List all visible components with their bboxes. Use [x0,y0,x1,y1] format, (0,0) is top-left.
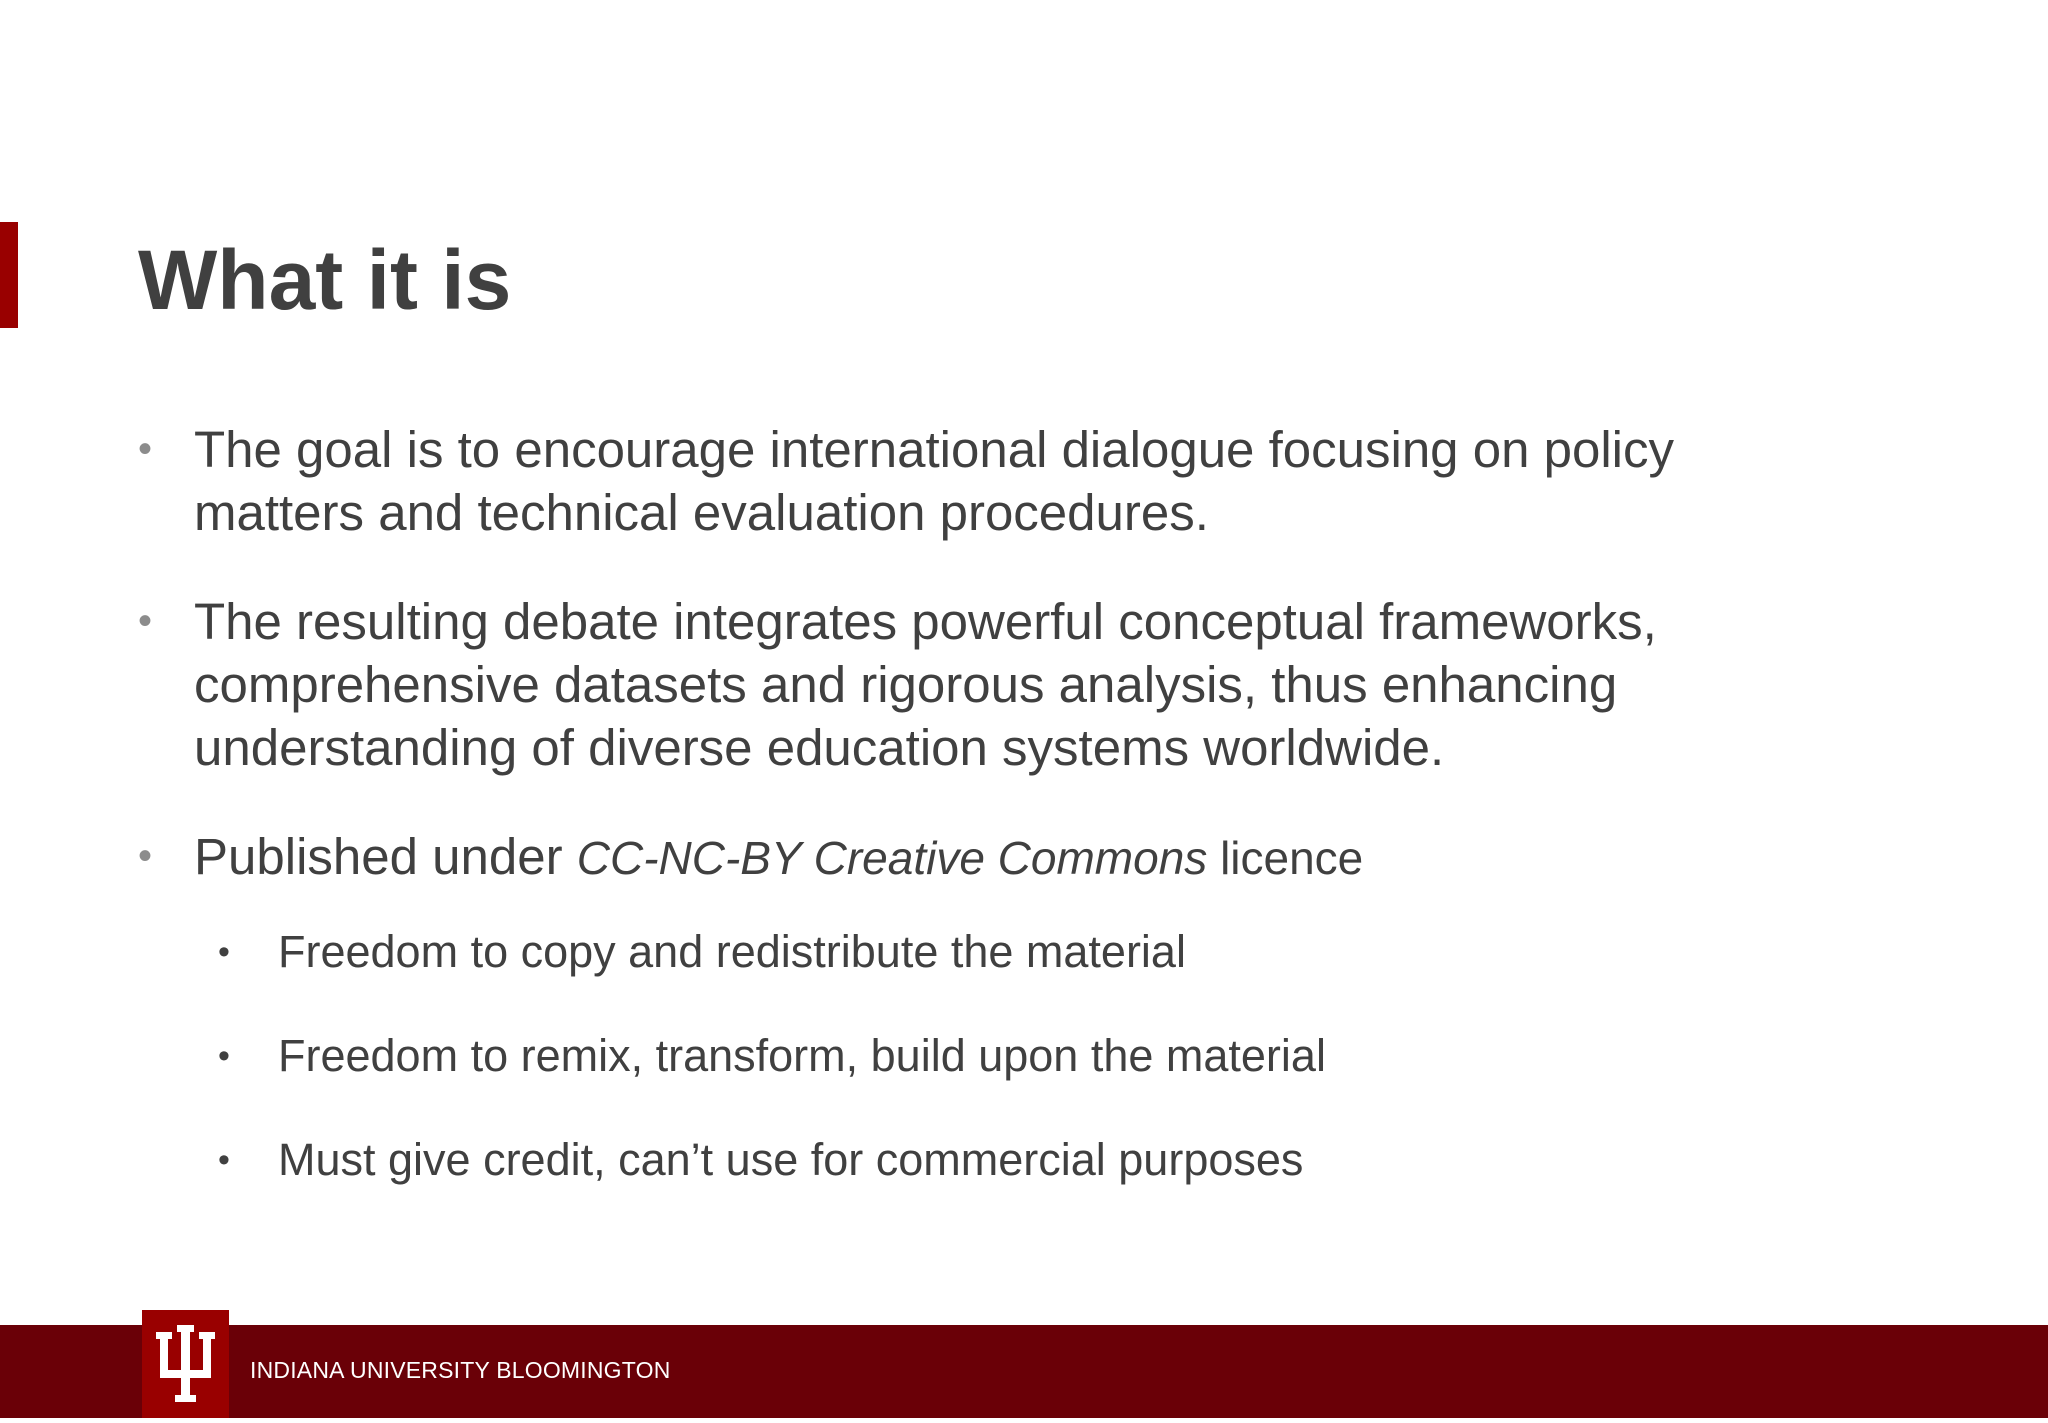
bullet-goal [138,418,1898,544]
bullet-marker: • [138,599,153,643]
bullet-marker: • [138,834,153,878]
license-suffix: licence [1207,832,1364,884]
bullet-debate [138,590,1898,779]
title-accent-bar [0,222,18,328]
sub-bullet-copy [138,924,1898,980]
bullet-marker: • [218,933,230,971]
bullet-license [138,825,1898,890]
slide-title: What it is [138,233,512,327]
license-prefix: Published under [194,828,577,885]
sub-bullet-text: Freedom to remix, transform, build upon the material [278,1030,1326,1081]
slide-content [138,418,1898,1236]
sub-bullet-credit [138,1132,1898,1188]
bullet-marker: • [218,1141,230,1179]
sub-bullet-text: Must give credit, can’t use for commercial purposes [278,1134,1304,1185]
bullet-line: The goal is to encourage international dialogue focusing on policy [194,421,1674,478]
sub-bullet-remix [138,1028,1898,1084]
institution-name: INDIANA UNIVERSITY BLOOMINGTON [250,1357,671,1383]
bullet-marker: • [218,1037,230,1075]
bullet-line: comprehensive datasets and rigorous analysis, thus enhancing [194,656,1618,713]
license-name: CC-NC-BY Creative Commons [576,832,1208,884]
bullet-line: The resulting debate integrates powerful conceptual frameworks, [194,593,1657,650]
bullet-line: matters and technical evaluation procedures. [194,484,1209,541]
bullet-marker: • [138,427,153,471]
iu-trident-logo-icon [142,1310,229,1418]
bullet-line: understanding of diverse education systems worldwide. [194,719,1445,776]
sub-bullet-text: Freedom to copy and redistribute the material [278,926,1186,977]
